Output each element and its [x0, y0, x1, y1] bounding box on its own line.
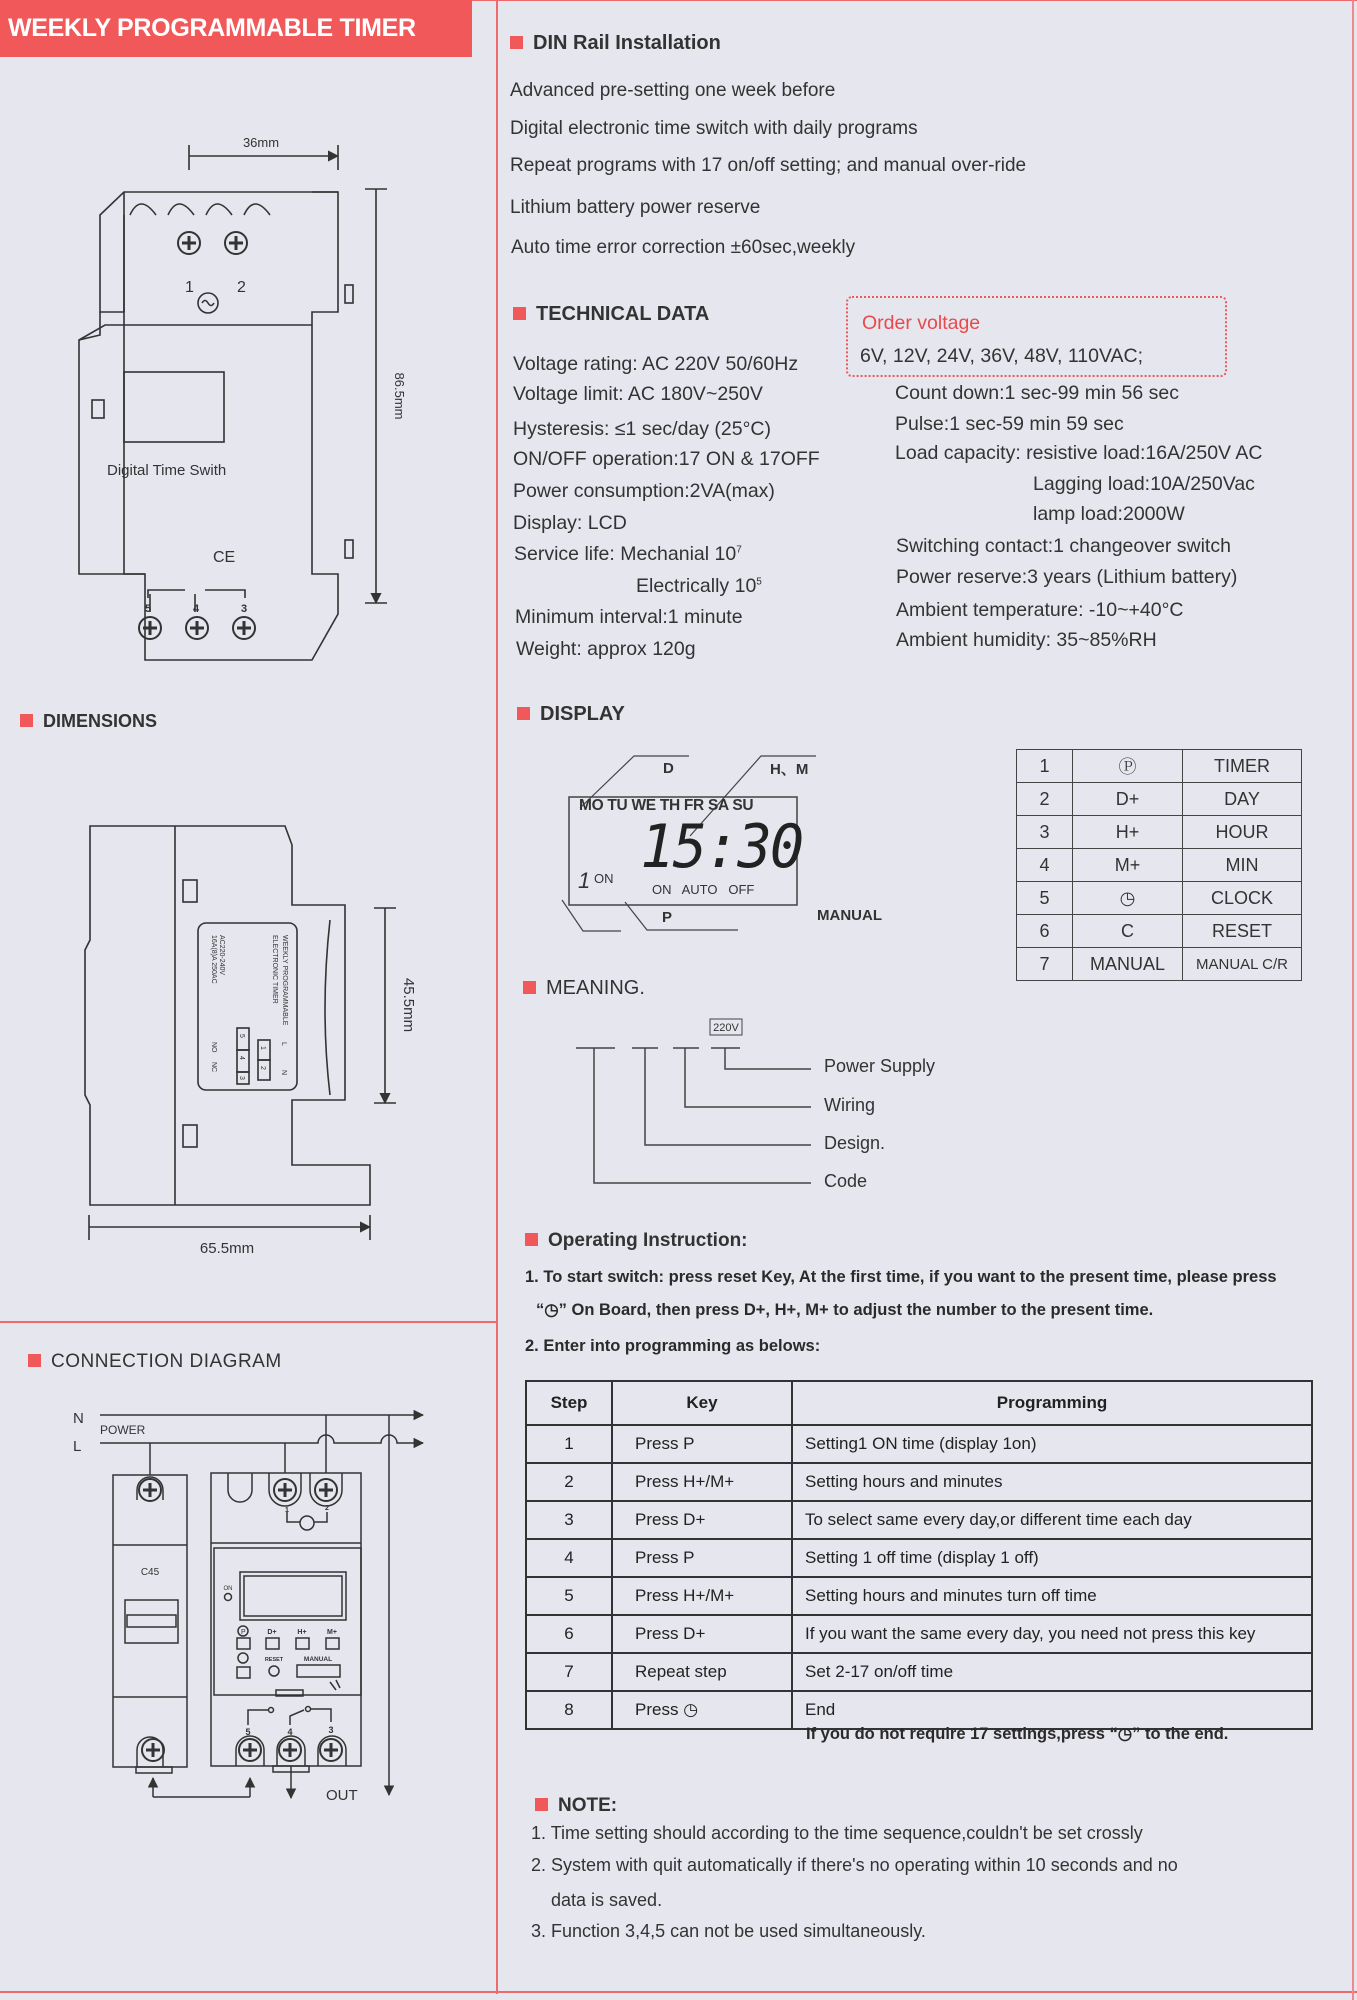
table-row — [526, 1577, 1312, 1615]
side-view-drawing — [85, 826, 396, 1240]
key-cell: Press P — [612, 1539, 792, 1577]
terminal-label: 1 — [285, 1507, 289, 1514]
key-cell-func: CLOCK — [1183, 882, 1302, 915]
meaning-diagram — [576, 1019, 811, 1183]
meaning-label: Code — [824, 1171, 868, 1191]
tech-line: ON/OFF operation:17 ON & 17OFF — [513, 448, 820, 470]
key-cell-no: 6 — [1017, 915, 1073, 948]
key-cell: Press ◷ — [612, 1691, 792, 1729]
column-header: Step — [526, 1381, 612, 1425]
programming-cell: Setting hours and minutes turn off time — [792, 1577, 1312, 1615]
meaning-label: Wiring — [824, 1095, 876, 1115]
side-term: NO — [210, 1042, 217, 1053]
side-term: 2 — [259, 1066, 266, 1070]
programming-cell: Set 2-17 on/off time — [792, 1653, 1312, 1691]
tech-line: Service life: Mechanial $10^7$ — [514, 543, 742, 565]
key-cell: Repeat step — [612, 1653, 792, 1691]
din-line: Lithium battery power reserve — [510, 197, 761, 218]
device-label: Digital Time Swith — [107, 462, 227, 479]
key-cell-no: 5 — [1017, 882, 1073, 915]
side-term: 1 — [259, 1046, 266, 1050]
terminal-label: 1 — [185, 279, 194, 296]
programming-cell: To select same every day,or different time each day — [792, 1501, 1312, 1539]
table-row — [526, 1425, 1312, 1463]
key-cell-func: MIN — [1183, 849, 1302, 882]
key-function-table — [1016, 749, 1302, 981]
breaker-label: C45 — [140, 1567, 160, 1578]
tech-line: Lagging load:10A/250Vac — [1033, 473, 1255, 495]
programming-cell: End — [792, 1691, 1312, 1729]
front-view-drawing — [79, 145, 387, 660]
din-line: Digital electronic time switch with daily programs — [510, 118, 918, 139]
key-cell-key: H+ — [1073, 816, 1183, 849]
technical-heading: TECHNICAL DATA — [513, 303, 709, 326]
tech-line: Electrically $10^5$ — [636, 575, 762, 597]
dimension-height-front: 86.5mm — [392, 372, 407, 420]
tech-line: Pulse:1 sec-59 min 59 sec — [895, 413, 1124, 435]
key-cell-key: Ⓟ — [1073, 750, 1183, 783]
key-table-row — [1017, 750, 1302, 783]
key-cell-key: C — [1073, 915, 1183, 948]
din-line: Repeat programs with 17 on/off setting; and manual over-ride — [510, 155, 1027, 176]
step-cell: 5 — [526, 1577, 612, 1615]
tech-line: lamp load:2000W — [1033, 503, 1185, 525]
instruction-line: “◷” On Board, then press D+, H+, M+ to adjust the number to the present time. — [536, 1301, 1154, 1319]
key-cell-func: MANUAL C/R — [1183, 948, 1302, 981]
clock-icon: ◷ — [1073, 882, 1183, 915]
step-cell: 8 — [526, 1691, 612, 1729]
clock-icon: ◷ — [544, 1301, 559, 1319]
step-cell: 1 — [526, 1425, 612, 1463]
callout-d: D — [663, 760, 674, 777]
din-line: Auto time error correction ±60sec,weekly — [511, 237, 856, 258]
key-cell: Press H+/M+ — [612, 1577, 792, 1615]
table-row — [526, 1653, 1312, 1691]
side-label-line: 16A(8)A 250AC — [210, 935, 217, 984]
tech-line: Power reserve:3 years (Lithium battery) — [896, 566, 1238, 588]
key-cell-no: 2 — [1017, 783, 1073, 816]
key-cell: Press P — [612, 1425, 792, 1463]
ce-mark: CE — [213, 549, 236, 566]
bullet-square-icon — [535, 1798, 548, 1811]
key-cell-func: TIMER — [1183, 750, 1302, 783]
tech-line: Hysteresis: ≤1 sec/day (25°C) — [513, 418, 771, 440]
key-cell-no: 4 — [1017, 849, 1073, 882]
meaning-label: Design. — [824, 1133, 886, 1153]
step-cell: 2 — [526, 1463, 612, 1501]
note-item: 3. Function 3,4,5 can not be used simultaneously. — [531, 1921, 926, 1941]
table-row — [526, 1501, 1312, 1539]
tech-line: Voltage limit: AC 180V~250V — [513, 383, 763, 405]
terminal-label: 5 — [245, 1727, 251, 1737]
display-heading: DISPLAY — [517, 703, 625, 726]
key-cell-func: DAY — [1183, 783, 1302, 816]
programming-cell: Setting1 ON time (display 1on) — [792, 1425, 1312, 1463]
dimension-width-side: 65.5mm — [199, 1240, 255, 1257]
step-cell: 7 — [526, 1653, 612, 1691]
tech-line: Switching contact:1 changeover switch — [896, 535, 1231, 557]
programming-table — [525, 1380, 1313, 1730]
button-label: M+ — [327, 1629, 337, 1636]
key-cell-key: MANUAL — [1073, 948, 1183, 981]
step-cell: 3 — [526, 1501, 612, 1539]
bullet-square-icon — [523, 981, 536, 994]
callout-manual: MANUAL — [817, 907, 882, 924]
power-label: POWER — [100, 1423, 146, 1437]
tech-line: Ambient humidity: 35~85%RH — [896, 629, 1157, 651]
side-term: 3 — [238, 1076, 245, 1080]
key-table-row — [1017, 816, 1302, 849]
tech-line: Load capacity: resistive load:16A/250V AC — [895, 442, 1263, 464]
programming-cell: Setting 1 off time (display 1 off) — [792, 1539, 1312, 1577]
note-heading: NOTE: — [535, 1795, 617, 1817]
on-indicator-label: ON — [223, 1586, 233, 1592]
instruction-line: 1. To start switch: press reset Key, At the first time, if you want to the present time, please press — [525, 1268, 1277, 1286]
lcd-modes: ON AUTO OFF — [652, 882, 755, 897]
neutral-label: N — [73, 1410, 84, 1427]
key-table-row — [1017, 849, 1302, 882]
technical-drawings — [0, 0, 497, 2000]
terminal-label: 2 — [325, 1505, 329, 1512]
meaning-label: Power Supply — [824, 1056, 936, 1076]
terminal-label: 3 — [241, 603, 248, 615]
side-term: N — [280, 1070, 287, 1076]
step-cell: 6 — [526, 1615, 612, 1653]
side-term: 4 — [238, 1056, 245, 1060]
tech-line: Count down:1 sec-99 min 56 sec — [895, 382, 1179, 404]
tech-line: Ambient temperature: -10~+40°C — [896, 599, 1184, 621]
order-voltage-title: Order voltage — [862, 312, 981, 334]
note-item: data is saved. — [531, 1890, 663, 1910]
clock-icon: ◷ — [678, 1700, 699, 1719]
callout-p: P — [662, 909, 673, 926]
tech-line: Power consumption:2VA(max) — [513, 480, 775, 502]
connection-heading: CONNECTION DIAGRAM — [28, 1351, 282, 1373]
lcd-time: 15:30 — [640, 812, 803, 882]
terminal-label: 5 — [145, 603, 152, 615]
side-label-line: WEEKLY PROGRAMMABLE — [281, 935, 288, 1026]
key-cell-no: 3 — [1017, 816, 1073, 849]
side-label-line: AC220-240V — [218, 935, 225, 976]
operating-heading: Operating Instruction: — [525, 1230, 748, 1252]
lcd-days: MO TU WE TH FR SA SU — [579, 797, 754, 814]
column-header: Programming — [792, 1381, 1312, 1425]
programming-footnote: If you do not require 17 settings,press “◷” to the end. — [806, 1725, 1229, 1743]
order-voltage-values: 6V, 12V, 24V, 36V, 48V, 110VAC; — [860, 345, 1144, 367]
key-table-row — [1017, 783, 1302, 816]
key-cell-func: RESET — [1183, 915, 1302, 948]
side-term: L — [280, 1042, 287, 1046]
programming-cell: Setting hours and minutes — [792, 1463, 1312, 1501]
bullet-square-icon — [525, 1233, 538, 1246]
side-term: NC — [210, 1062, 217, 1073]
key-table-row — [1017, 882, 1302, 915]
key-table-row — [1017, 948, 1302, 981]
key-cell-no: 7 — [1017, 948, 1073, 981]
side-term: 5 — [238, 1034, 245, 1038]
tech-line: Display: LCD — [513, 512, 627, 534]
side-label-line: ELECTRONIC TIMER — [271, 935, 278, 1004]
tech-line: Weight: approx 120g — [516, 638, 696, 660]
key-cell-key: M+ — [1073, 849, 1183, 882]
button-label: H+ — [297, 1629, 307, 1636]
leader-line-manual — [625, 902, 738, 930]
table-row — [526, 1463, 1312, 1501]
button-label: D+ — [267, 1629, 277, 1636]
programming-cell: If you want the same every day, you need not press this key — [792, 1615, 1312, 1653]
clock-icon: ◷ — [1117, 1725, 1133, 1743]
din-line: Advanced pre-setting one week before — [510, 80, 836, 101]
din-heading: DIN Rail Installation — [510, 32, 721, 55]
terminal-label: 4 — [193, 603, 200, 615]
line-label: L — [73, 1438, 82, 1455]
lcd-program-number: 1 — [578, 868, 591, 893]
meaning-box-label: 220V — [713, 1022, 739, 1034]
terminal-label: 3 — [328, 1725, 334, 1735]
key-cell: Press H+/M+ — [612, 1463, 792, 1501]
column-header: Key — [612, 1381, 792, 1425]
callout-hm: H、M — [770, 761, 809, 778]
key-cell: Press D+ — [612, 1501, 792, 1539]
page-title: WEEKLY PROGRAMMABLE TIMER — [0, 0, 472, 57]
table-row — [526, 1539, 1312, 1577]
key-cell-key: D+ — [1073, 783, 1183, 816]
table-row — [526, 1615, 1312, 1653]
note-item: 2. System with quit automatically if there's no operating within 10 seconds and no — [531, 1855, 1178, 1875]
instruction-line: 2. Enter into programming as belows: — [525, 1337, 821, 1355]
out-label: OUT — [326, 1787, 358, 1804]
dimension-height-side: 45.5mm — [400, 977, 417, 1033]
tech-line: Minimum interval:1 minute — [515, 606, 743, 628]
p-key-icon: P — [241, 1629, 246, 1636]
note-item: 1. Time setting should according to the time sequence,couldn't be set crossly — [531, 1823, 1143, 1843]
step-cell: 4 — [526, 1539, 612, 1577]
terminal-label: 2 — [237, 279, 246, 296]
key-table-row — [1017, 915, 1302, 948]
dimensions-heading: DIMENSIONS — [20, 711, 157, 732]
reset-label: RESET — [264, 1657, 284, 1663]
key-cell-func: HOUR — [1183, 816, 1302, 849]
key-cell: Press D+ — [612, 1615, 792, 1653]
dimension-width-front: 36mm — [242, 135, 280, 150]
terminal-label: 4 — [287, 1727, 293, 1737]
manual-label: MANUAL — [303, 1656, 333, 1663]
key-cell-no: 1 — [1017, 750, 1073, 783]
meaning-heading: MEANING. — [523, 977, 645, 1000]
lcd-program-state: ON — [594, 871, 614, 886]
tech-line: Voltage rating: AC 220V 50/60Hz — [513, 353, 799, 375]
